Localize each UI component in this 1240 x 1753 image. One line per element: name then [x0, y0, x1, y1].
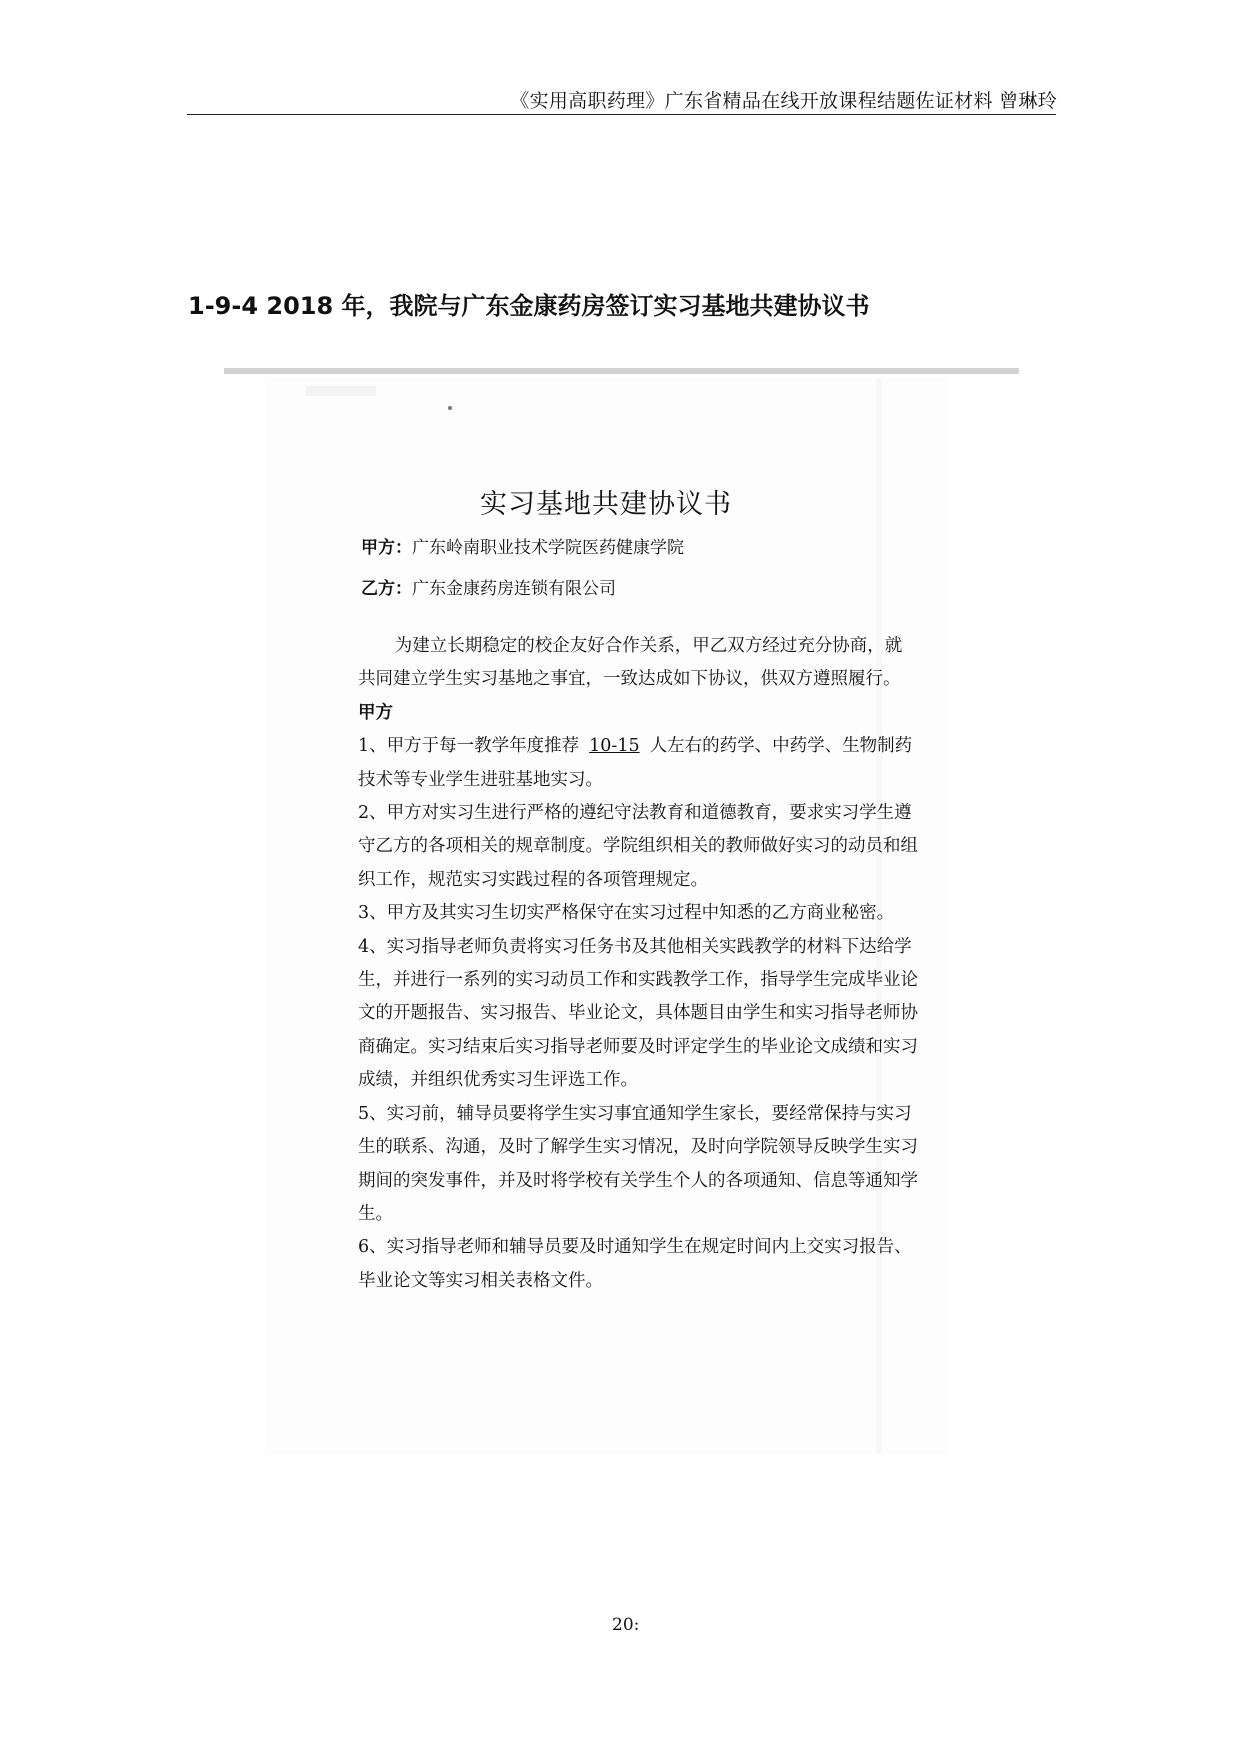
- party-b-value: 广东金康药房连锁有限公司: [412, 579, 616, 599]
- clause-1: [358, 730, 918, 797]
- section-title: 1-9-4 2018 年，我院与广东金康药房签订实习基地共建协议书: [188, 292, 870, 320]
- clause-1-before: 1、甲方于每一教学年度推荐: [358, 736, 580, 757]
- clause-2: 2、甲方对实习生进行严格的遵纪守法教育和道德教育，要求实习学生遵守乙方的各项相关的规章制度。学院组织相关的教师做好实习的动员和组织工作，规范实习实践过程的各项管理规定。: [358, 803, 918, 890]
- page-number: 20:: [612, 1615, 640, 1635]
- clause-1-blank: 10-15: [589, 736, 640, 757]
- scan-top-rule: [224, 368, 1019, 374]
- scanned-agreement-image: [266, 378, 948, 1454]
- party-a-heading: 甲方: [358, 702, 393, 723]
- clause-6: 6、实习指导老师和辅导员要及时通知学生在规定时间内上交实习报告、毕业论文等实习相关表格文件。: [358, 1237, 912, 1291]
- scan-smudge: [306, 386, 376, 396]
- party-a-label: 甲方：: [361, 538, 412, 558]
- clause-1-after: 人左右的药学、中药学、生物制药技术等专业学生进驻基地实习。: [358, 736, 913, 790]
- running-header: 《实用高职药理》广东省精品在线开放课程结题佐证材料 曾琳玲: [510, 90, 1057, 112]
- agreement-body: [358, 630, 918, 1298]
- clause-3: 3、甲方及其实习生切实严格保守在实习过程中知悉的乙方商业秘密。: [358, 903, 895, 924]
- clause-4: 4、实习指导老师负责将实习任务书及其他相关实践教学的材料下达给学生，并进行一系列的实习动员工作和实践教学工作，指导学生完成毕业论文的开题报告、实习报告、毕业论文，具体题目由学生和实习指导老师协商确定。实习结束后实习指导老师要及时评定学生的毕业论文成绩和实习成绩，并组织优秀实习生评选工作。: [358, 936, 918, 1091]
- party-b-label: 乙方：: [361, 579, 412, 599]
- agreement-title: 实习基地共建协议书: [480, 489, 732, 520]
- party-a-line: [361, 533, 684, 558]
- scan-speck: [448, 406, 452, 410]
- header-rule: [187, 114, 1056, 115]
- party-b-line: [361, 574, 616, 599]
- clause-5: 5、实习前，辅导员要将学生实习事宜通知学生家长，要经常保持与实习生的联系、沟通，及时了解学生实习情况，及时向学院领导反映学生实习期间的突发事件，并及时将学校有关学生个人的各项通知、信息等通知学生。: [358, 1103, 918, 1224]
- intro-paragraph: 为建立长期稳定的校企友好合作关系，甲乙双方经过充分协商，就共同建立学生实习基地之事宜，一致达成如下协议，供双方遵照履行。: [358, 636, 903, 690]
- party-a-value: 广东岭南职业技术学院医药健康学院: [412, 538, 684, 558]
